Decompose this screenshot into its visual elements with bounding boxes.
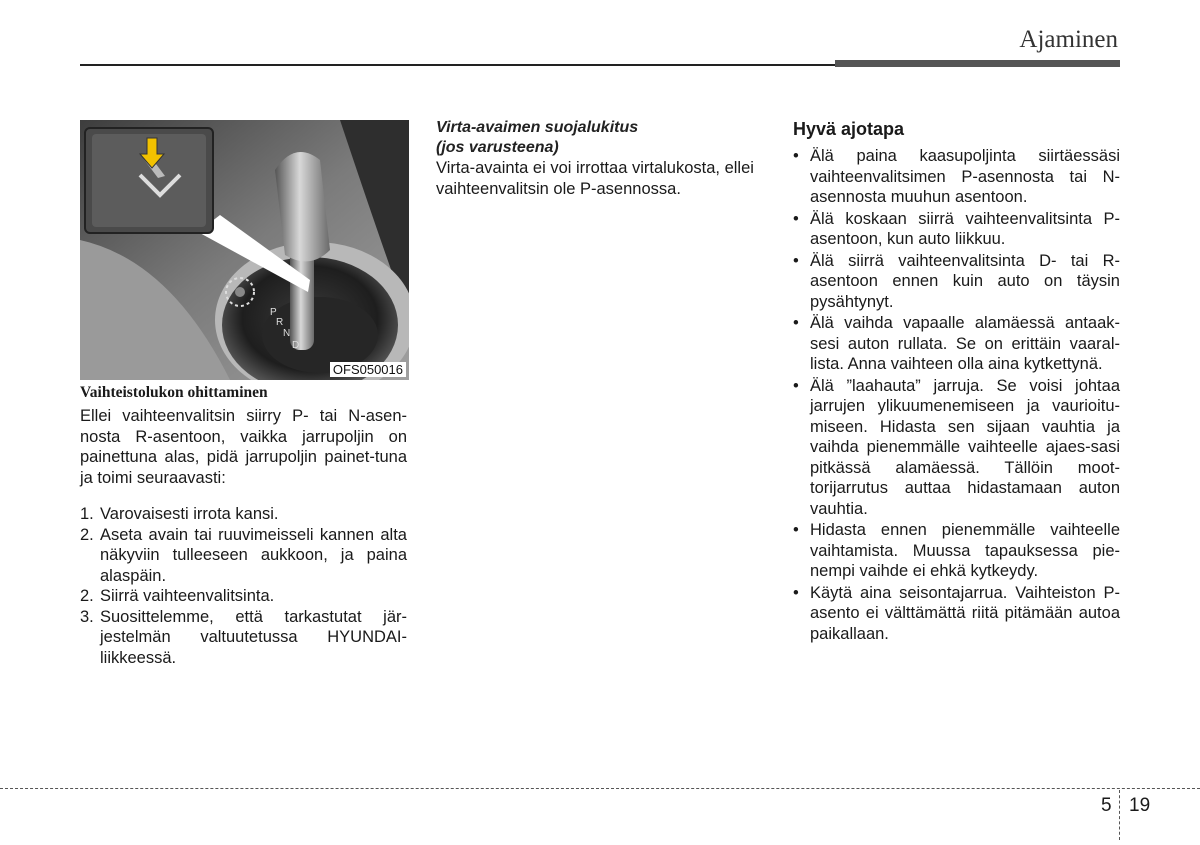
gear-letter-n: N xyxy=(283,328,291,339)
bullet-icon: • xyxy=(793,521,799,539)
step-number: 3. xyxy=(80,607,94,626)
list-item xyxy=(793,209,1120,250)
header-rule-thick xyxy=(835,60,1120,67)
shift-lock-override-intro: Ellei vaihteenvalitsin siirry P- tai N-asen-nosta R-asentoon, vaikka jarrupoljin on painettuna alas, pidä jarrupoljin painet-tuna ja toimi seuraavasti: xyxy=(80,407,407,487)
list-item xyxy=(80,504,407,525)
bullet-icon: • xyxy=(793,376,799,395)
header-rule-thin xyxy=(80,64,835,66)
page-number: 19 xyxy=(1129,795,1151,816)
figure-caption: OFS050016 xyxy=(330,362,406,377)
gear-letter-r: R xyxy=(276,317,284,328)
shift-lock-override-heading: Vaihteistolukon ohittaminen xyxy=(80,384,268,401)
override-steps-list xyxy=(80,504,407,668)
column-right xyxy=(793,118,1120,645)
footer-divider xyxy=(0,788,1200,789)
step-number: 2. xyxy=(80,525,94,544)
bullet-text: Älä siirrä vaihteenvalitsinta D- tai R-asentoon ennen kuin auto on täysin pysähtynyt. xyxy=(810,251,1120,311)
step-number: 1. xyxy=(80,505,94,523)
list-item xyxy=(793,146,1120,208)
page-header-title: Ajaminen xyxy=(1019,26,1118,53)
bullet-icon: • xyxy=(793,583,799,602)
bullet-icon: • xyxy=(793,314,799,332)
bullet-text: Käytä aina seisontajarrua. Vaihteiston P-asento ei välttämättä riitä pitämään autoa paikallaan. xyxy=(810,583,1120,643)
gear-letter-d: D xyxy=(292,340,300,351)
section-number: 5 xyxy=(1101,795,1112,816)
list-item xyxy=(793,520,1120,582)
bullet-text: Hidasta ennen pienemmälle vaihteelle vaihtamista. Muussa tapauksessa pie-nempi vaihde ei ehkä kytkeydy. xyxy=(810,521,1120,580)
page-number-separator xyxy=(1119,790,1120,840)
bullet-icon: • xyxy=(793,147,799,165)
bullet-text: Älä ”laahauta” jarruja. Se voisi johtaa jarrujen ylikuumenemiseen ja vaurioitu-miseen. Hidasta sen sijaan vauhtia ja vaihda pienemmälle vaihteelle ajaes-sasi pitkässä alamäessä. Tällöin moot-torijarrutus auttaa hidastamaan auton vauhtia. xyxy=(810,376,1120,518)
list-item xyxy=(80,607,407,669)
list-item xyxy=(793,583,1120,645)
gear-letter-p: P xyxy=(270,307,277,318)
list-item xyxy=(793,376,1120,520)
step-text: Aseta avain tai ruuvimeisseli kannen alta näkyviin tulleeseen aukkoon, ja paina alaspäin. xyxy=(100,525,407,585)
step-text: Suosittelemme, että tarkastutat jär-jestelmän valtuutetussa HYUNDAI-liikkeessä. xyxy=(100,607,407,667)
good-driving-list xyxy=(793,146,1120,644)
step-text: Varovaisesti irrota kansi. xyxy=(100,505,279,523)
good-driving-heading: Hyvä ajotapa xyxy=(793,119,905,139)
key-interlock-heading-line2: (jos varusteena) xyxy=(436,139,559,156)
key-interlock-heading-line1: Virta-avaimen suojalukitus xyxy=(436,119,639,136)
column-left xyxy=(80,383,407,668)
step-text: Siirrä vaihteenvalitsinta. xyxy=(100,587,275,605)
list-item xyxy=(80,525,407,587)
bullet-text: Älä paina kaasupoljinta siirtäessäsi vaihteenvalitsimen P-asennosta tai N-asennosta muuhun asentoon. xyxy=(810,147,1120,206)
bullet-icon: • xyxy=(793,251,799,270)
list-item xyxy=(793,313,1120,375)
column-middle xyxy=(436,118,761,199)
step-number: 2. xyxy=(80,587,94,605)
key-interlock-body: Virta-avainta ei voi irrottaa virtalukosta, ellei vaihteenvalitsin ole P-asennossa. xyxy=(436,159,754,198)
gear-shift-photo xyxy=(80,120,409,380)
list-item xyxy=(80,586,407,607)
bullet-text: Älä vaihda vapaalle alamäessä antaak-sesi auton rullata. Se on erittäin vaaral-lista. Anna vaihteen olla aina kytkettynä. xyxy=(810,314,1120,373)
list-item xyxy=(793,251,1120,313)
bullet-icon: • xyxy=(793,209,799,228)
bullet-text: Älä koskaan siirrä vaihteenvalitsinta P-asentoon, kun auto liikkuu. xyxy=(810,209,1120,248)
